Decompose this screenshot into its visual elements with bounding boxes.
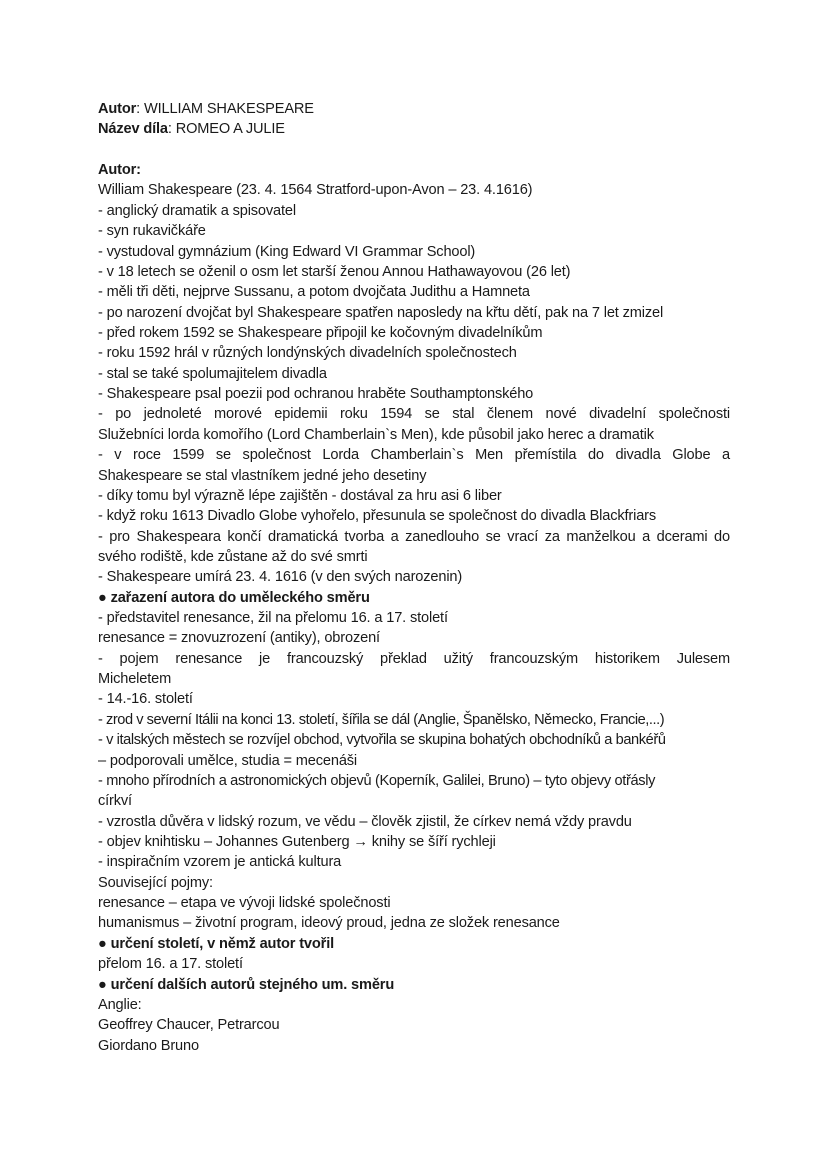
text-line: - Shakespeare psal poezii pod ochranou hraběte Southamptonského [98,386,534,403]
text-line: - Shakespeare umírá 23. 4. 1616 (v den svých narozenin) [98,569,463,586]
text-line: William Shakespeare (23. 4. 1564 Stratford-upon-Avon – 23. 4.1616) [98,182,533,199]
text-line: - když roku 1613 Divadlo Globe vyhořelo, přesunula se společnost do divadla Blackfriars [98,508,657,525]
text-line: - vzrostla důvěra v lidský rozum, ve vědu – člověk zjistil, že církev nemá vždy pravdu [98,813,632,830]
text-line: humanismus – životní program, ideový proud, jedna ze složek renesance [98,915,560,932]
text-line: - pro Shakespeara končí dramatická tvorba a zanedlouho se vrací za manželkou a dcerami do [98,528,730,545]
text-line: Micheletem [98,671,172,688]
author-section-heading: Autor: [98,162,141,179]
text-line: renesance = znovuzrození (antiky), obrození [98,630,380,647]
author-line [98,99,730,119]
text-line: Shakespeare se stal vlastníkem jedné jeho desetiny [98,467,427,484]
text-line: - inspiračním vzorem je antická kultura [98,854,342,871]
text-line: přelom 16. a 17. století [98,956,243,973]
text-line: renesance – etapa ve vývoji lidské společnosti [98,895,391,912]
text-line: - před rokem 1592 se Shakespeare připojil ke kočovným divadelníkům [98,324,543,341]
movement-section-heading: ● zařazení autora do uměleckého směru [98,589,370,606]
text-line: - v italských městech se rozvíjel obchod, vytvořila se skupina bohatých obchodníků a bankéřů [98,732,666,749]
spacer [98,140,730,160]
text-line: - 14.-16. století [98,691,193,708]
text-line: - představitel renesance, žil na přelomu 16. a 17. století [98,610,448,627]
work-value: : ROMEO A JULIE [167,121,285,138]
text-line: Anglie: [98,996,142,1013]
text-line: církví [98,793,132,810]
text-line: - stal se také spolumajitelem divadla [98,365,327,382]
text-line: - po narození dvojčat byl Shakespeare spatřen naposledy na křtu dětí, pak na 7 let zmizel [98,304,664,321]
text-line: Služebníci lorda komořího (Lord Chamberlain`s Men), kde působil jako herec a dramatik [98,426,654,443]
text-line: - syn rukavičkáře [98,223,206,240]
text-line: - vystudoval gymnázium (King Edward VI Grammar School) [98,243,476,260]
author-value: : WILLIAM SHAKESPEARE [136,101,314,117]
text-line: - po jednoleté morové epidemii roku 1594 se stal členem nové divadelní společnosti [98,406,730,423]
text-line: - měli tři děti, nejprve Sussanu, a potom dvojčata Judithu a Hamneta [98,284,530,301]
other-authors-section-heading: ● určení dalších autorů stejného um. směru [98,976,395,993]
text-line: svého rodiště, kde zůstane až do své smrti [98,548,368,565]
text-line: - anglický dramatik a spisovatel [98,202,296,219]
work-title-line [98,119,730,139]
text-line: - díky tomu byl výrazně lépe zajištěn - dostával za hru asi 6 liber [98,487,502,504]
text-line: Související pojmy: [98,874,213,891]
text-line: - pojem renesance je francouzský překlad užitý francouzským historikem Julesem [98,650,730,667]
author-label: Autor [98,101,137,117]
century-section-heading: ● určení století, v němž autor tvořil [98,935,335,952]
work-label: Název díla [98,121,168,138]
text-line: Giordano Bruno [98,1037,199,1054]
text-line: – podporovali umělce, studia = mecenáši [98,752,358,769]
text-line: - mnoho přírodních a astronomických objevů (Koperník, Galilei, Bruno) – tyto objevy otřásly [98,772,656,789]
text-line: - roku 1592 hrál v různých londýnských divadelních společnostech [98,345,517,362]
text-line: - zrod v severní Itálii na konci 13. století, šířila se dál (Anglie, Španělsko, Německo, Francie,...) [98,711,665,728]
document-page [98,99,730,1056]
text-line: - v roce 1599 se společnost Lorda Chamberlain`s Men přemístila do divadla Globe a [98,447,730,464]
text-line: Geoffrey Chaucer, Petrarcou [98,1017,280,1034]
text-line: - v 18 letech se oženil o osm let starší ženou Annou Hathawayovou (26 let) [98,263,571,280]
text-line: - objev knihtisku – Johannes Gutenberg → knihy se šíří rychleji [98,834,496,850]
